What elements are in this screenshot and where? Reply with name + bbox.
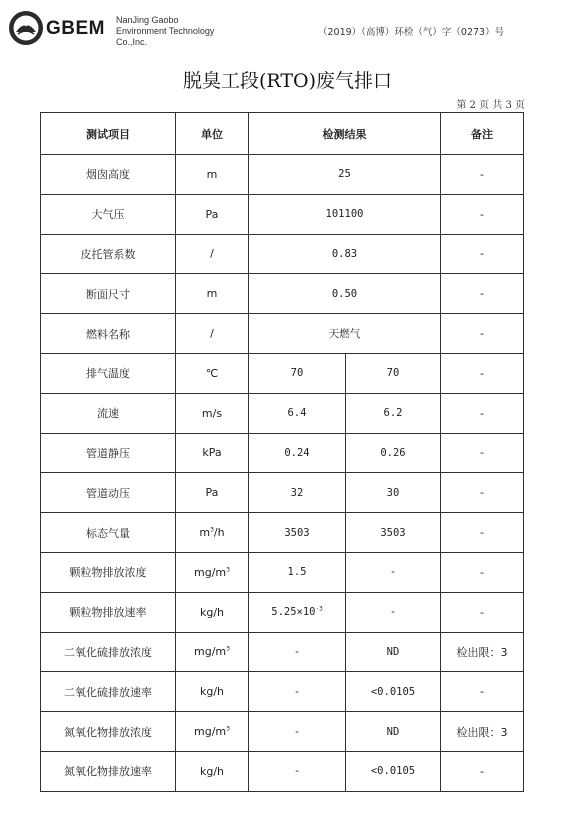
cell-unit: / [176, 234, 249, 274]
cell-note: - [441, 393, 524, 433]
cell-result-2: 6.2 [346, 393, 441, 433]
cell-result-1: 1.5 [249, 552, 346, 592]
company-line: NanJing Gaobo [116, 15, 179, 25]
table-row [41, 712, 524, 752]
cell-result-2: ND [346, 712, 441, 752]
result-superscript: -3 [315, 605, 323, 613]
cell-item: 断面尺寸 [41, 274, 176, 314]
cell-note: - [441, 513, 524, 553]
cell-result: 天燃气 [249, 314, 441, 354]
cell-result-1: - [249, 632, 346, 672]
cell-unit: ℃ [176, 353, 249, 393]
cell-result-2: 3503 [346, 513, 441, 553]
unit-base: mg/m [194, 565, 227, 579]
unit-base: m [199, 526, 211, 540]
cell-note: - [441, 433, 524, 473]
cell-note: 检出限：3 [441, 632, 524, 672]
cell-note: - [441, 353, 524, 393]
company-line: Co.,Inc. [116, 37, 148, 47]
cell-result-2: 70 [346, 353, 441, 393]
cell-item: 颗粒物排放浓度 [41, 552, 176, 592]
cell-item: 氮氧化物排放速率 [41, 751, 176, 791]
table-row [41, 592, 524, 632]
cell-result-1: 6.4 [249, 393, 346, 433]
table-row [41, 274, 524, 314]
cell-result-1 [249, 592, 346, 632]
cell-note: - [441, 314, 524, 354]
table-row [41, 393, 524, 433]
cell-result-1: - [249, 712, 346, 752]
table-header-row [41, 113, 524, 155]
cell-unit: m/s [176, 393, 249, 433]
cell-note: - [441, 751, 524, 791]
table-row [41, 473, 524, 513]
cell-note: - [441, 473, 524, 513]
cell-note: - [441, 194, 524, 234]
cell-result-1: - [249, 672, 346, 712]
cell-note: 检出限：3 [441, 712, 524, 752]
cell-result-1: - [249, 751, 346, 791]
cell-result-1: 70 [249, 353, 346, 393]
document-title: 脱臭工段(RTO)废气排口 [182, 70, 393, 92]
cell-unit: kPa [176, 433, 249, 473]
cell-unit: / [176, 314, 249, 354]
cell-item: 管道动压 [41, 473, 176, 513]
header-cell-note: 备注 [441, 113, 524, 155]
cell-result-2: <0.0105 [346, 672, 441, 712]
table-row [41, 155, 524, 195]
cell-item: 流速 [41, 393, 176, 433]
cell-unit: m [176, 274, 249, 314]
cell-result: 101100 [249, 194, 441, 234]
unit-base: mg/m [194, 645, 227, 659]
cell-item: 皮托管系数 [41, 234, 176, 274]
unit-tail: /h [213, 526, 225, 540]
table-row [41, 353, 524, 393]
table-row [41, 513, 524, 553]
company-line: Environment Technology [116, 26, 215, 36]
unit-base: mg/m [194, 725, 227, 739]
cell-unit: Pa [176, 194, 249, 234]
cell-result-2: ND [346, 632, 441, 672]
cell-result: 25 [249, 155, 441, 195]
cell-unit: kg/h [176, 751, 249, 791]
cell-note: - [441, 592, 524, 632]
company-name [116, 15, 214, 48]
unit-superscript: 3 [226, 725, 230, 733]
cell-item: 氮氧化物排放浓度 [41, 712, 176, 752]
cell-item: 标态气量 [41, 513, 176, 553]
cell-result-2: 30 [346, 473, 441, 513]
header-cell-unit: 单位 [176, 113, 249, 155]
table-row [41, 234, 524, 274]
cell-unit: Pa [176, 473, 249, 513]
cell-unit: m [176, 155, 249, 195]
report-number: （2019）（高博）环检（气）字（0273）号 [318, 27, 505, 38]
cell-item: 二氧化硫排放浓度 [41, 632, 176, 672]
table-body [41, 113, 524, 792]
cell-note: - [441, 552, 524, 592]
table-row [41, 751, 524, 791]
cell-result-2: - [346, 592, 441, 632]
header-cell-result: 检测结果 [249, 113, 441, 155]
cell-item: 烟囱高度 [41, 155, 176, 195]
cell-note: - [441, 234, 524, 274]
cell-item: 大气压 [41, 194, 176, 234]
cell-item: 燃料名称 [41, 314, 176, 354]
table-row [41, 672, 524, 712]
cell-result-1: 0.24 [249, 433, 346, 473]
cell-unit: kg/h [176, 592, 249, 632]
cell-item: 排气温度 [41, 353, 176, 393]
header-cell-item: 测试项目 [41, 113, 176, 155]
table-row [41, 433, 524, 473]
cell-result-1: 32 [249, 473, 346, 513]
cell-note: - [441, 155, 524, 195]
cell-item: 二氧化硫排放速率 [41, 672, 176, 712]
cell-item: 颗粒物排放速率 [41, 592, 176, 632]
cell-result: 0.83 [249, 234, 441, 274]
cell-result-1: 3503 [249, 513, 346, 553]
cell-result-2: 0.26 [346, 433, 441, 473]
cell-note: - [441, 672, 524, 712]
unit-superscript: 3 [226, 645, 230, 653]
table-row [41, 194, 524, 234]
cell-unit [176, 513, 249, 553]
result-base: 5.25×10 [271, 606, 316, 619]
unit-superscript: 3 [226, 566, 230, 574]
table-row [41, 314, 524, 354]
cell-note: - [441, 274, 524, 314]
cell-unit: kg/h [176, 672, 249, 712]
cell-result-2: <0.0105 [346, 751, 441, 791]
results-table [40, 112, 524, 792]
brand-name: GBEM [46, 18, 105, 39]
cell-unit [176, 712, 249, 752]
table-row [41, 632, 524, 672]
page-indicator: 第 2 页 共 3 页 [456, 100, 525, 111]
cell-unit [176, 552, 249, 592]
table-row [41, 552, 524, 592]
cell-result-2: - [346, 552, 441, 592]
unit-superscript: 3 [210, 526, 214, 534]
company-logo-icon [8, 10, 44, 46]
cell-item: 管道静压 [41, 433, 176, 473]
cell-unit [176, 632, 249, 672]
cell-result: 0.50 [249, 274, 441, 314]
